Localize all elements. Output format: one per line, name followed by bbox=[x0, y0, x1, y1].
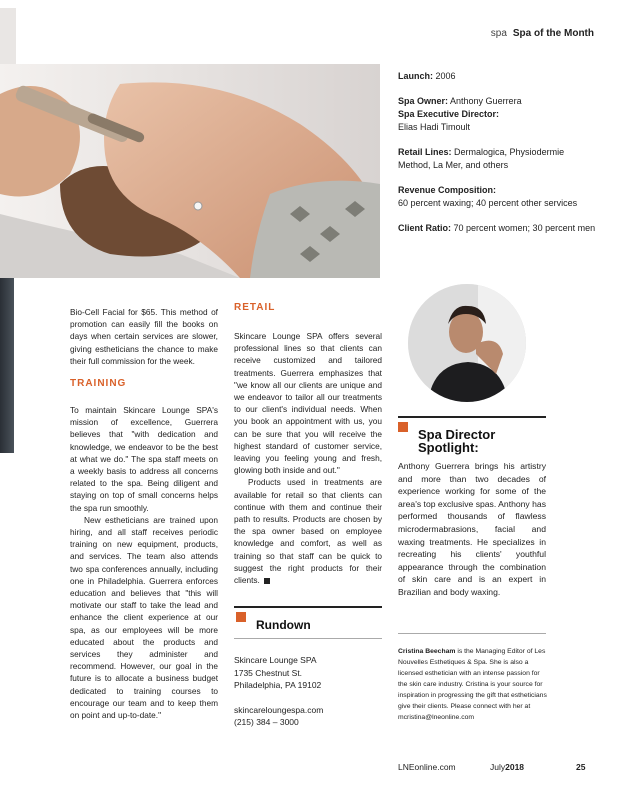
spotlight-heading: Spa Director Spotlight: bbox=[418, 427, 496, 455]
spacer bbox=[234, 692, 382, 704]
spa-website: skincareloungespa.com bbox=[234, 704, 324, 715]
arrow-icon bbox=[398, 422, 408, 432]
divider bbox=[234, 606, 382, 608]
author-name: Cristina Beecham bbox=[398, 648, 456, 655]
fact-value: 70 percent women; 30 percent men bbox=[453, 223, 596, 233]
footer-year: 2018 bbox=[505, 762, 525, 772]
fact-retail bbox=[398, 146, 598, 172]
footer-website: LNEonline.com bbox=[398, 762, 456, 772]
footer-date bbox=[490, 762, 524, 772]
article-column-2 bbox=[234, 330, 382, 586]
facial-treatment-photo bbox=[0, 64, 380, 278]
spotlight-text: Anthony Guerrera brings his artistry and more than two decades of experience working for some of the area's top exclusive spas. Anthony has performed thousands of flawless microdermabrasions, facial and waxing treatments. He specializes in recreating his clients' youthful appearance through the combination of skin care and is an expert in Brazilian and body waxing. bbox=[398, 461, 546, 597]
paragraph: Bio-Cell Facial for $65. This method of promotion can easily fill the books on days when certain services are slower, giving estheticians the chance to make their full commission for the week. bbox=[70, 307, 218, 366]
fact-value: Anthony Guerrera bbox=[450, 96, 522, 106]
fact-owner bbox=[398, 95, 598, 134]
fact-revenue bbox=[398, 184, 598, 210]
divider bbox=[234, 638, 382, 639]
fact-value: 60 percent waxing; 40 percent other services bbox=[398, 198, 578, 208]
arrow-icon bbox=[236, 612, 246, 622]
author-bio-text: is the Managing Editor of Les Nouvelles Esthetiques & Spa. She is also a licensed esthetician with an intense passion for the skin care industry. Cristina is your source for inspiration in progressing the gift that estheticians give their clients. Please connect with her at mcristina@lneonline.com bbox=[398, 648, 547, 721]
fact-label: Client Ratio: bbox=[398, 223, 451, 233]
fact-label: Spa Executive Director: bbox=[398, 109, 500, 119]
facing-page-edge bbox=[0, 278, 14, 453]
paragraph: Skincare Lounge SPA offers several professional lines so that clients can receive customized and tailored treatments. Guerrera emphasizes that "we know all our clients are unique and we endeavor to tailor all our treatments to our client's individual needs. When you book an appointment with us, you can be sure that you will receive the highest standard of customer service, leaving you feeling young and fresh, glowing both inside and out." bbox=[234, 331, 382, 476]
fact-launch bbox=[398, 70, 598, 83]
fact-label: Revenue Composition: bbox=[398, 185, 497, 195]
retail-heading: RETAIL bbox=[234, 302, 276, 313]
rundown-heading: Rundown bbox=[256, 618, 311, 632]
paragraph: To maintain Skincare Lounge SPA's mission of excellence, Guerrera believes that "with dedication and knowledge, we endeavor to be the best at what we do." The spa staff meets on a weekly basis to address all concerns related to the spa. Being diligent and staying on top of small concerns helps the spa run smoothly. bbox=[70, 405, 218, 513]
article-column-1-training bbox=[70, 404, 218, 721]
divider bbox=[398, 633, 546, 634]
fact-value: Elias Hadi Timoult bbox=[398, 122, 471, 132]
end-mark-icon bbox=[264, 578, 270, 584]
footer-month: July bbox=[490, 762, 506, 772]
divider bbox=[398, 416, 546, 418]
facing-page-edge bbox=[0, 8, 16, 64]
paragraph: New estheticians are trained upon hiring, and all staff receives periodic training on new equipment, products, and services. The team also attends two spa conferences annually, including one in Philadelphia. Guerrera enforces education and believes that "this will motivate our staff to take the lead and enhance the client experience at our spa, as our employees will be more educated about the products and services they administer and recommend. However, our goal in the future is to allocate a business budget dedicated to training courses to encourage our team and to keep them on point and up-to-date." bbox=[70, 514, 218, 721]
author-bio bbox=[398, 646, 548, 723]
fact-value: 2006 bbox=[435, 71, 456, 81]
training-heading: TRAINING bbox=[70, 378, 127, 389]
spa-city: Philadelphia, PA 19102 bbox=[234, 680, 322, 690]
spa-facts bbox=[398, 70, 598, 247]
running-header bbox=[491, 28, 594, 39]
spa-contact bbox=[234, 654, 382, 729]
article-column-1 bbox=[70, 306, 218, 367]
fact-label: Launch: bbox=[398, 71, 433, 81]
header-title: Spa of the Month bbox=[512, 28, 594, 39]
header-section: spa bbox=[490, 28, 507, 39]
spa-street: 1735 Chestnut St. bbox=[234, 667, 303, 678]
fact-label: Retail Lines: bbox=[398, 147, 452, 157]
paragraph bbox=[234, 476, 382, 586]
spa-name: Skincare Lounge SPA bbox=[234, 655, 317, 665]
director-portrait bbox=[408, 284, 526, 402]
fact-label: Spa Owner: bbox=[398, 96, 449, 106]
page-number: 25 bbox=[576, 762, 586, 772]
fact-ratio bbox=[398, 222, 598, 235]
paragraph-text: Products used in treatments are available for retail so that clients can continue with them and continue their path to results. Products are chosen by the spa owner based on employee knowledge and comfort, as well as training so that staff can be quick to suggest the right products for their clients. bbox=[234, 477, 382, 586]
spa-phone: (215) 384 – 3000 bbox=[234, 717, 299, 727]
fact-value: Dermalogica, Physiodermie Method, La Mer, and others bbox=[398, 147, 565, 170]
